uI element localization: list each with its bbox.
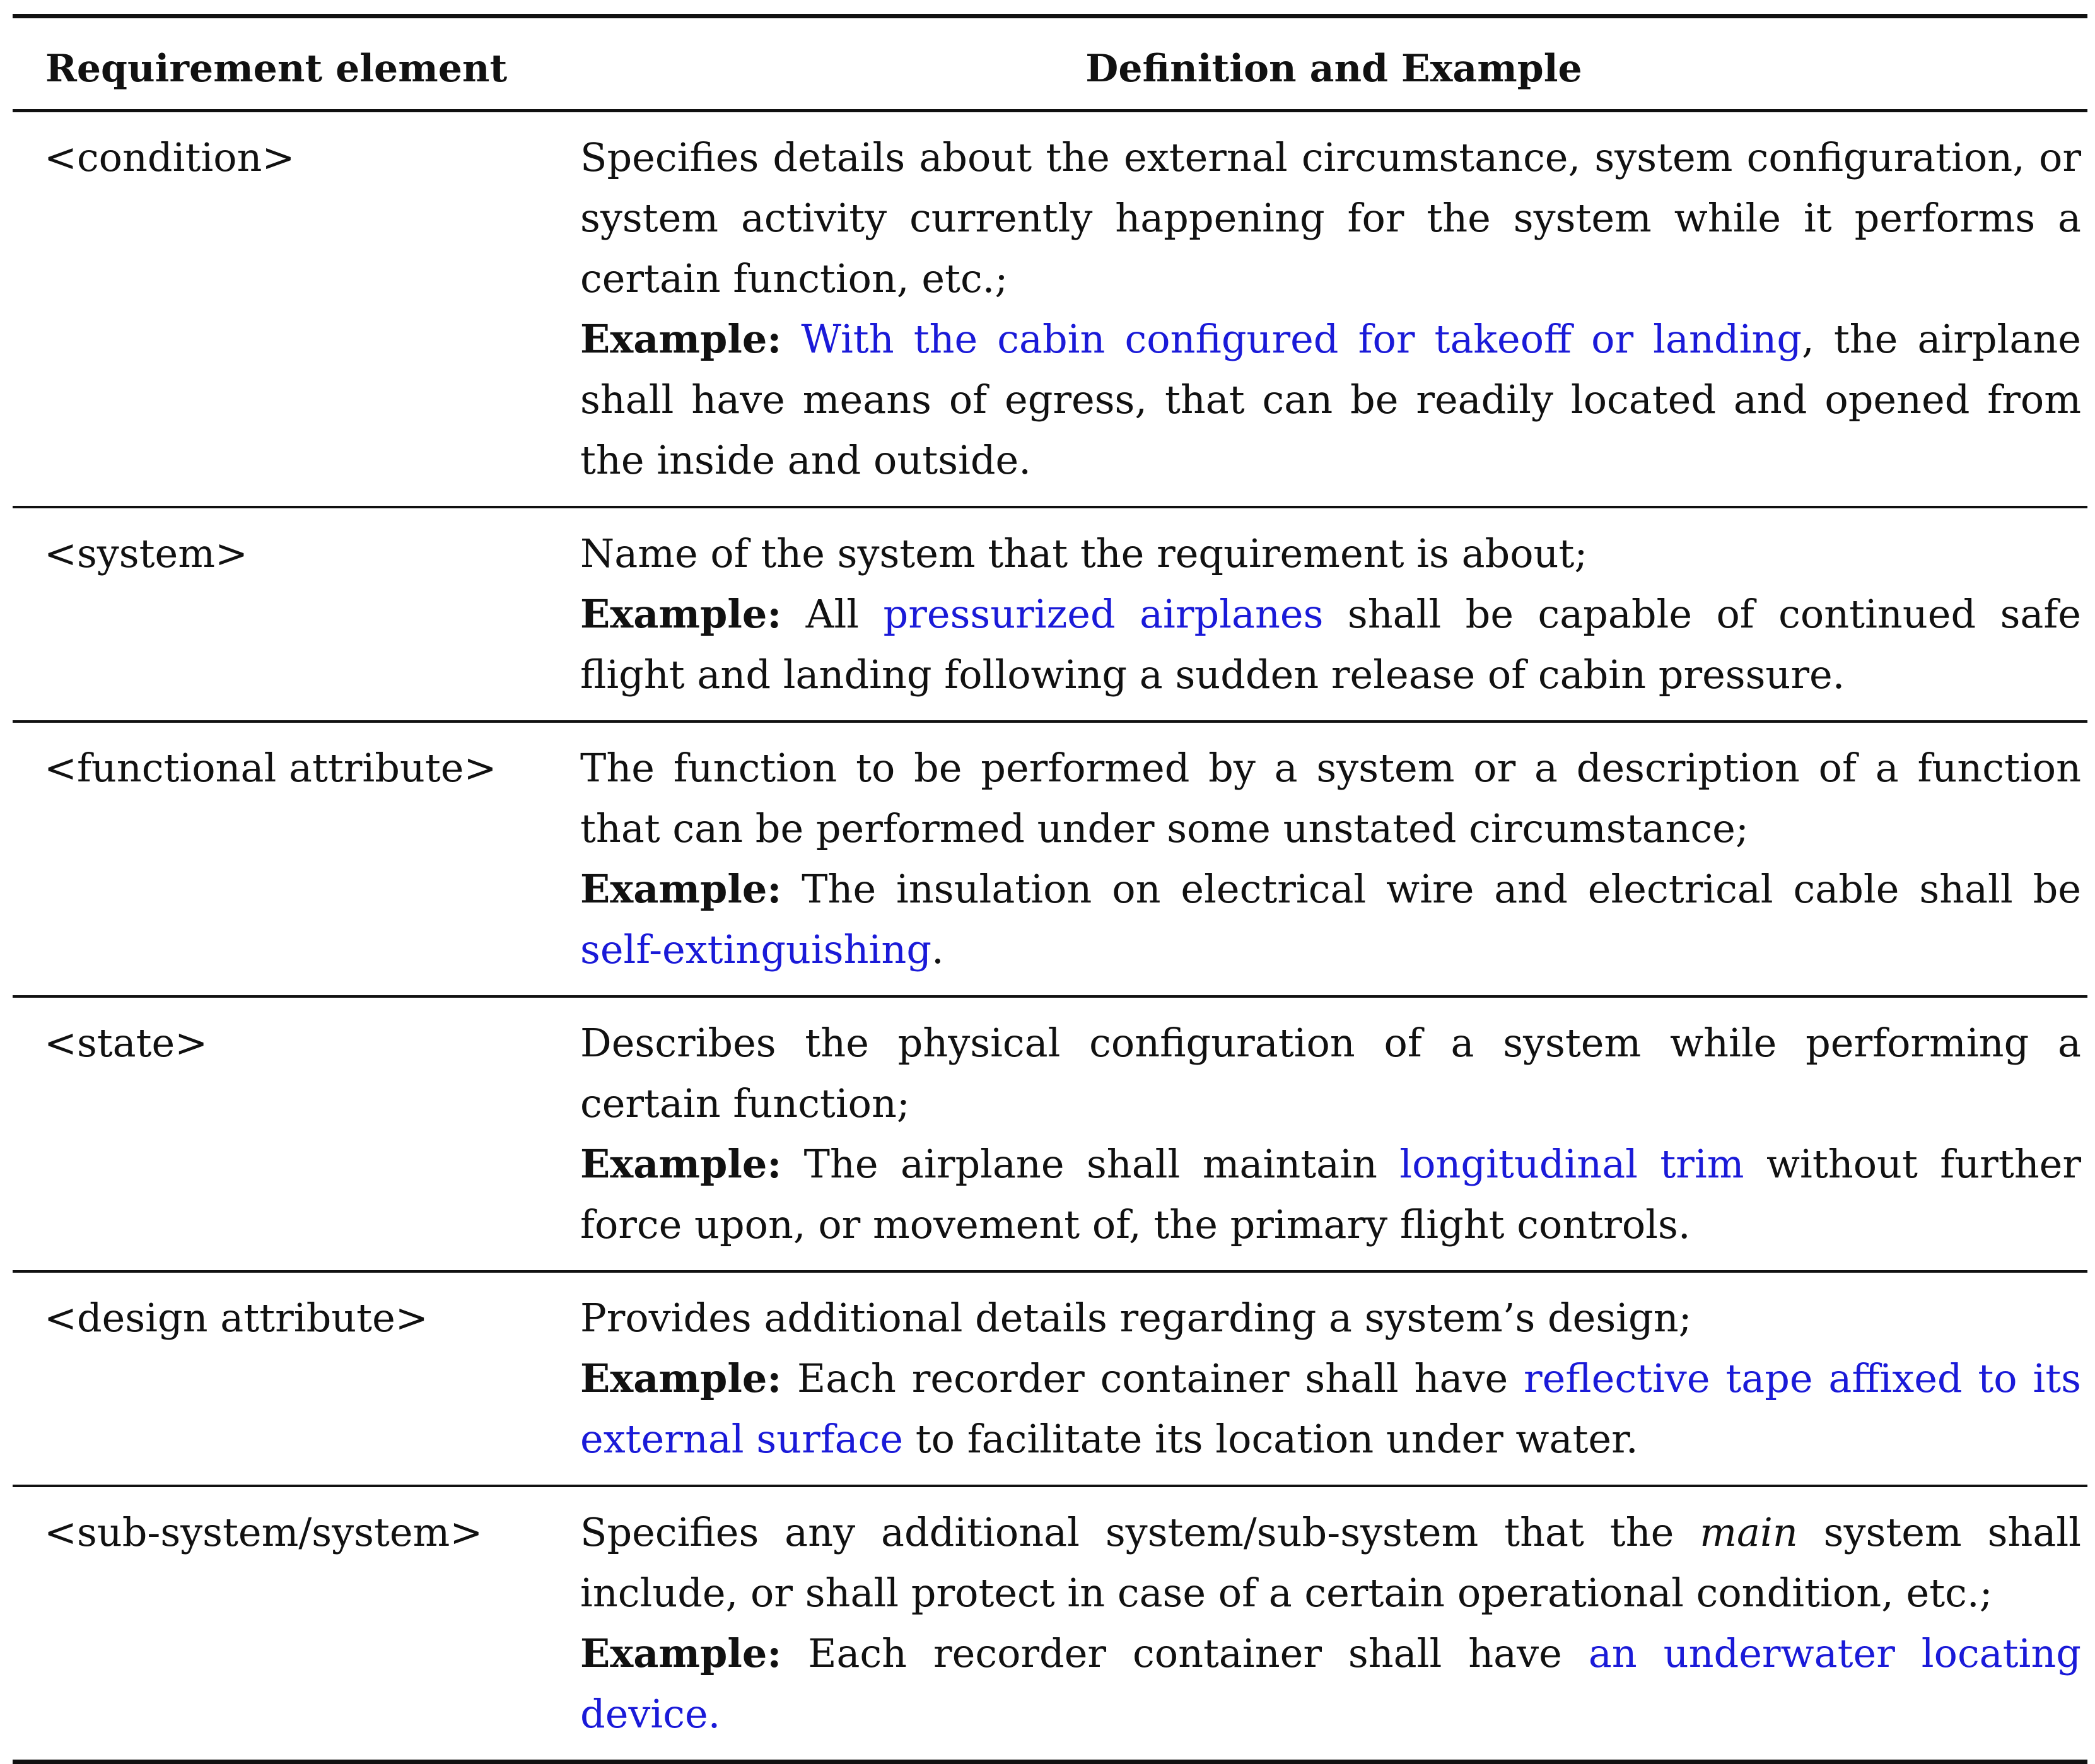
definition-text-before: Specifies any additional system/sub-system that the	[580, 1509, 1700, 1555]
header-definition-example: Definition and Example	[580, 16, 2087, 111]
element-condition: <condition>	[13, 111, 580, 508]
definition-text: Describes the physical configuration of a system while performing a certain function;	[580, 1020, 2081, 1126]
element-functional-attribute: <functional attribute>	[13, 721, 580, 996]
definition-cell	[580, 1486, 2087, 1762]
table-row	[13, 721, 2087, 996]
definition-text: Name of the system that the requirement is about;	[580, 530, 1588, 576]
example-after: , the airplane shall have means of egress, that can be readily located and opened from the inside and outside.	[580, 316, 2081, 483]
example-label: Example:	[580, 866, 782, 912]
example-highlight: self-extinguishing	[580, 926, 932, 973]
definition-cell	[580, 507, 2087, 721]
table-row	[13, 1271, 2087, 1486]
table-row	[13, 507, 2087, 721]
definition-cell	[580, 996, 2087, 1271]
example-before: The airplane shall maintain	[803, 1141, 1400, 1187]
example-label: Example:	[580, 316, 782, 362]
example-after: .	[931, 926, 944, 973]
example-label: Example:	[580, 1355, 782, 1401]
requirements-table-page	[13, 14, 2087, 1764]
example-before: Each recorder container shall have	[797, 1355, 1524, 1401]
definition-cell	[580, 721, 2087, 996]
example-label: Example:	[580, 591, 782, 637]
example-before: Each recorder container shall have	[808, 1630, 1589, 1676]
example-highlight: longitudinal trim	[1399, 1141, 1744, 1187]
definition-cell	[580, 111, 2087, 508]
example-before: All	[805, 591, 884, 637]
example-after: without further force upon, or movement of, the primary flight controls.	[580, 1141, 2081, 1247]
example-after: shall be capable of continued safe flight and landing following a sudden release of cabin pressure.	[580, 591, 2081, 698]
definition-text: The function to be performed by a system or a description of a function that can be performed under some unstated circumstance;	[580, 745, 2081, 851]
element-state: <state>	[13, 996, 580, 1271]
header-requirement-element: Requirement element	[13, 16, 580, 111]
example-highlight: reflective tape affixed to its external surface	[580, 1355, 2081, 1462]
definition-text: Specifies details about the external circumstance, system configuration, or system activity currently happening for the system while it performs a certain function, etc.;	[580, 134, 2081, 301]
element-system: <system>	[13, 507, 580, 721]
definition-text: Provides additional details regarding a system’s design;	[580, 1295, 1692, 1341]
example-label: Example:	[580, 1630, 782, 1676]
example-before: The insulation on electrical wire and electrical cable shall be	[802, 866, 2081, 912]
definition-cell	[580, 1271, 2087, 1486]
definition-text-emphasis: main	[1700, 1509, 1798, 1555]
example-highlight: pressurized airplanes	[883, 591, 1324, 637]
example-highlight: With the cabin configured for takeoff or landing	[801, 316, 1802, 362]
table-row	[13, 996, 2087, 1271]
element-sub-system-system: <sub-system/system>	[13, 1486, 580, 1762]
example-highlight: an underwater locating device.	[580, 1630, 2081, 1737]
requirement-elements-table	[13, 14, 2087, 1764]
example-after: to facilitate its location under water.	[903, 1416, 1638, 1462]
table-header-row	[13, 16, 2087, 111]
example-label: Example:	[580, 1141, 782, 1187]
definition-text-after: system shall include, or shall protect in case of a certain operational condition, etc.;	[580, 1509, 2081, 1616]
table-row	[13, 111, 2087, 508]
element-design-attribute: <design attribute>	[13, 1271, 580, 1486]
table-row	[13, 1486, 2087, 1762]
